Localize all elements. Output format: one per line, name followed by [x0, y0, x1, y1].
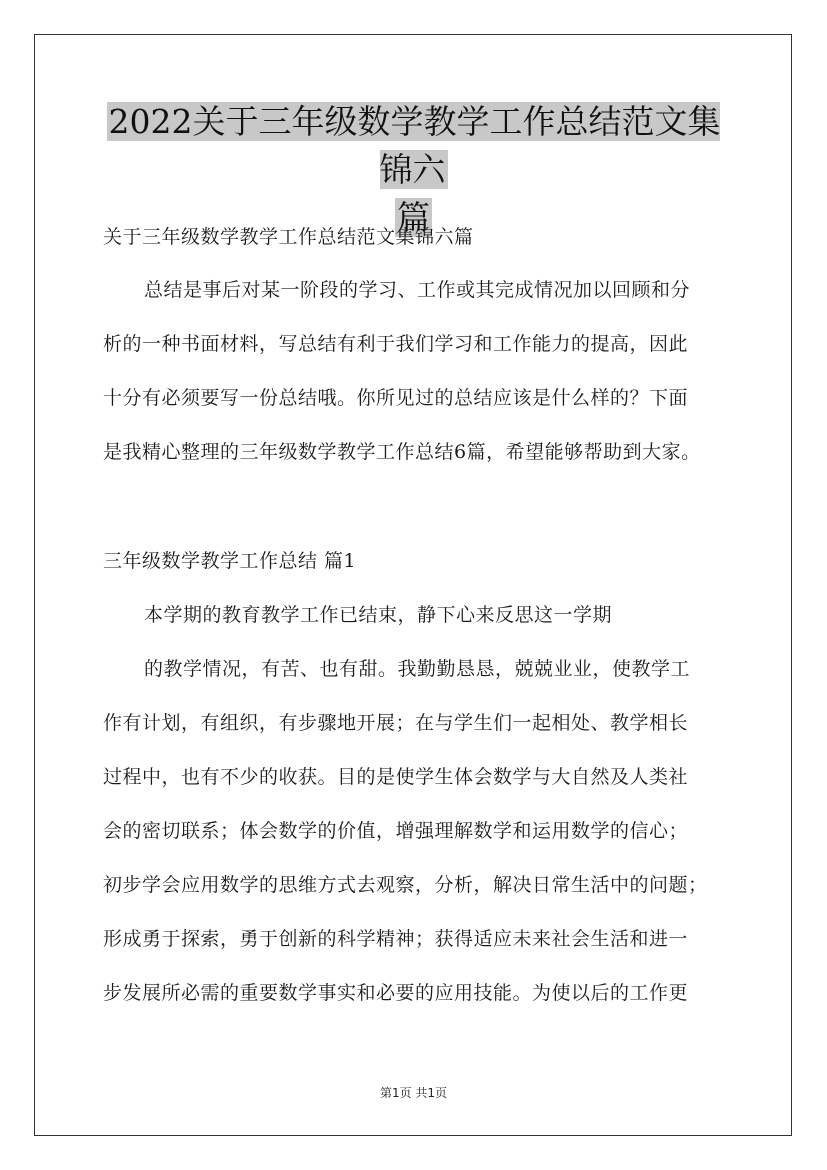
document-title [100, 98, 727, 242]
section-line: 过程中，也有不少的收获。目的是使学生体会数学与大自然及人类社 [103, 766, 689, 788]
section-line: 本学期的教育教学工作已结束，静下心来反思这一学期 [144, 604, 613, 626]
section-heading: 三年级数学教学工作总结 篇1 [103, 550, 357, 572]
subtitle: 关于三年级数学教学工作总结范文集锦六篇 [103, 226, 474, 248]
section-line: 作有计划，有组织，有步骤地开展；在与学生们一起相处、教学相长 [103, 712, 689, 734]
section-line: 会的密切联系；体会数学的价值，增强理解数学和运用数学的信心； [103, 820, 689, 842]
intro-line: 析的一种书面材料，写总结有利于我们学习和工作能力的提高，因此 [103, 333, 689, 355]
page-number: 第1页 共1页 [379, 1086, 448, 1100]
intro-line: 十分有必须要写一份总结哦。你所见过的总结应该是什么样的？下面 [103, 387, 689, 409]
intro-line: 是我精心整理的三年级数学教学工作总结6篇，希望能够帮助到大家。 [103, 441, 701, 463]
section-line: 步发展所必需的重要数学事实和必要的应用技能。为使以后的工作更 [103, 982, 689, 1004]
section-line: 形成勇于探索，勇于创新的科学精神；获得适应未来社会生活和进一 [103, 928, 689, 950]
intro-line: 总结是事后对某一阶段的学习、工作或其完成情况加以回顾和分 [144, 279, 691, 301]
title-line-1: 2022关于三年级数学教学工作总结范文集锦六 [108, 102, 721, 189]
section-line: 的教学情况，有苦、也有甜。我勤勤恳恳，兢兢业业，使教学工 [144, 658, 691, 680]
section-line: 初步学会应用数学的思维方式去观察，分析，解决日常生活中的问题； [103, 874, 708, 896]
title-line-2: 篇 [397, 198, 430, 237]
